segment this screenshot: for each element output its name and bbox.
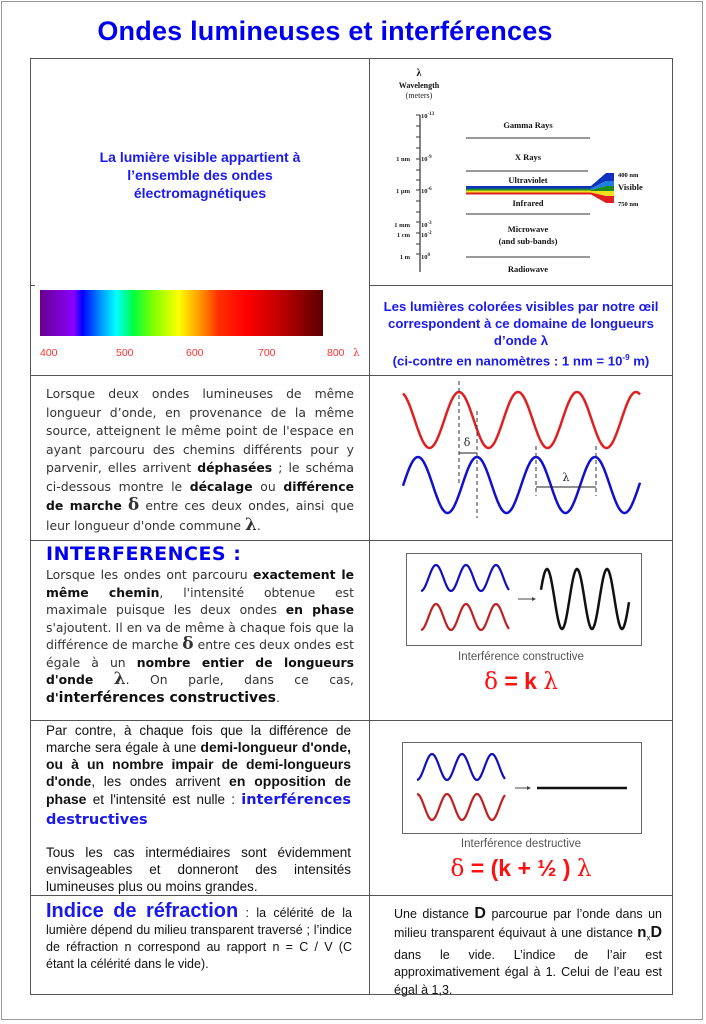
red-wave	[421, 604, 509, 630]
lambda-label: λ	[562, 471, 570, 484]
delta-symbol: δ	[127, 495, 140, 515]
destructive-term: interférences destructives	[46, 792, 351, 828]
visible-range-note: Les lumières colorées visibles par notre œil correspondent à ce domaine de longueurs d’onde λ (ci-contre en nanomètres : 1 nm = $10^{-9}$ m)	[383, 299, 659, 369]
resultant-wave	[541, 569, 629, 629]
em-intro-heading: La lumière visible appartient à l’ensemble des ondes électromagnétiques	[99, 149, 301, 201]
constructive-paragraph: Lorsque les ondes ont parcouru exactement le même chemin, l'intensité obtenue est maximale puisque les deux ondes en phase s'ajoutent. Il en va de même à chaque fois que la différence de marche δ entre ces deux ondes est égale à un nombre entier de longueurs d'onde λ. On parle, dans ce cas, d'interférences constructives.	[46, 567, 355, 706]
spectrum-tick: 800	[327, 347, 345, 359]
destructive-paragraph: Par contre, à chaque fois que la différence de marche sera égale à une demi-longueur d'onde, ou à un nombre impair de demi-longueurs d'onde, les ondes arrivent en opposition de phase et l'intensité est nulle : interférences destructives Tous les cas intermédiaires sont évidemment envisageables et donneront des intensités lumineuses plus ou moins grandes.	[46, 723, 351, 894]
spectrum-tick: 500	[116, 347, 134, 359]
destructive-waves	[403, 743, 641, 833]
constructive-formula: δ = k λ	[484, 668, 558, 695]
axis-unit-label: 1 mm	[394, 222, 410, 229]
destructive-caption: Interférence destructive	[460, 838, 582, 850]
tick-mark	[30, 285, 35, 286]
axis-tick-label: $10^0$	[421, 253, 430, 261]
band-radiowave: Radiowave	[507, 264, 549, 274]
axis-tick-label: $10^{-2}$	[421, 231, 432, 239]
arrow-head-icon	[532, 597, 536, 601]
intermediate-note: Tous les cas intermédiaires sont évidemment envisageables et donneront des intensités lumineuses plus ou moins grandes.	[46, 845, 351, 894]
band-ultraviolet: Ultraviolet	[508, 175, 548, 185]
visible-spectrum-bar	[40, 290, 323, 336]
row-divider	[369, 285, 673, 286]
visible-top-label: 400 nm	[618, 172, 639, 179]
constructive-term: interférences constructives	[58, 689, 277, 706]
axis-unit-label: 1 µm	[395, 188, 410, 195]
axis-unit: (meters)	[405, 91, 433, 100]
constructive-caption: Interférence constructive	[458, 651, 584, 663]
refraction-paragraph: Indice de réfraction : la célérité de la lumière dépend du milieu transparent traversé ; l’indice de réfraction n correspond au rapport n = C / V (C étant la célérité dans le vide).	[46, 900, 352, 971]
blue-wave	[421, 565, 509, 591]
red-wave	[417, 794, 505, 820]
delta-symbol: δ	[182, 634, 194, 654]
lambda-symbol: λ	[353, 347, 360, 359]
axis-tick-label: $10^{-13}$	[421, 112, 435, 120]
constructive-waves	[407, 554, 641, 645]
lambda-symbol: λ	[245, 514, 257, 535]
destructive-formula: δ = (k + ½ ) λ	[450, 855, 592, 882]
visible-label: Visible	[618, 182, 643, 192]
blue-wave	[403, 457, 640, 513]
axis-unit-label: 1 m	[399, 254, 410, 261]
refraction-distance-paragraph: Une distance D parcourue par l’onde dans un milieu transparent équivaut à une distance $n_xD$ dans le vide. L’indice de l’air est approximativement égal à 1. Celui de l’eau est égal à 1,3.	[394, 905, 663, 997]
axis-tick-label: $10^{-3}$	[421, 221, 432, 229]
spectrum-tick: 600	[186, 347, 204, 359]
em-spectrum-diagram	[372, 62, 670, 282]
spectrum-tick: 400	[40, 347, 58, 359]
lambda-symbol: λ	[113, 669, 126, 689]
band-infrared: Infrared	[512, 198, 544, 208]
band-gamma: Gamma Rays	[503, 120, 553, 130]
red-wave	[403, 392, 640, 448]
axis-title: Wavelength	[398, 81, 440, 90]
band-microwave: Microwave	[507, 224, 549, 234]
constructive-diagram-box	[406, 553, 642, 646]
destructive-diagram-box	[402, 742, 642, 834]
band-microwave-sub: (and sub-bands)	[498, 236, 558, 246]
constructive-section	[46, 543, 354, 707]
blue-wave	[417, 754, 505, 780]
axis-tick-label: $10^{-9}$	[421, 155, 432, 163]
phase-difference-diagram	[370, 376, 670, 539]
interferences-heading: INTERFERENCES :	[46, 543, 242, 565]
row-divider	[30, 720, 673, 721]
axis-tick-label: $10^{-6}$	[421, 187, 432, 195]
phase-shift-paragraph: Lorsque deux ondes lumineuses de même longueur d’onde, en provenance de la même source, atteignent le même point de l'espace en ayant parcouru des chemins différents pour y parvenir, elles arrivent déphasées ; le schéma ci-dessous montre le décalage ou différence de marche δ entre ces deux ondes, ainsi que leur longueur d'onde commune λ.	[46, 386, 355, 535]
refraction-heading: Indice de réfraction	[46, 900, 239, 922]
row-divider	[30, 540, 673, 541]
page-title: Ondes lumineuses et interférences	[97, 16, 553, 46]
delta-label: δ	[463, 436, 471, 449]
axis-symbol: λ	[416, 68, 422, 79]
axis-unit-label: 1 nm	[396, 156, 410, 163]
arrow-head-icon	[527, 786, 531, 790]
axis-minor-ticks	[416, 115, 420, 254]
row-divider	[30, 895, 673, 896]
spectrum-tick: 700	[258, 347, 276, 359]
band-xray: X Rays	[514, 152, 542, 162]
visible-bottom-label: 750 nm	[618, 201, 639, 208]
axis-unit-label: 1 cm	[396, 232, 410, 239]
